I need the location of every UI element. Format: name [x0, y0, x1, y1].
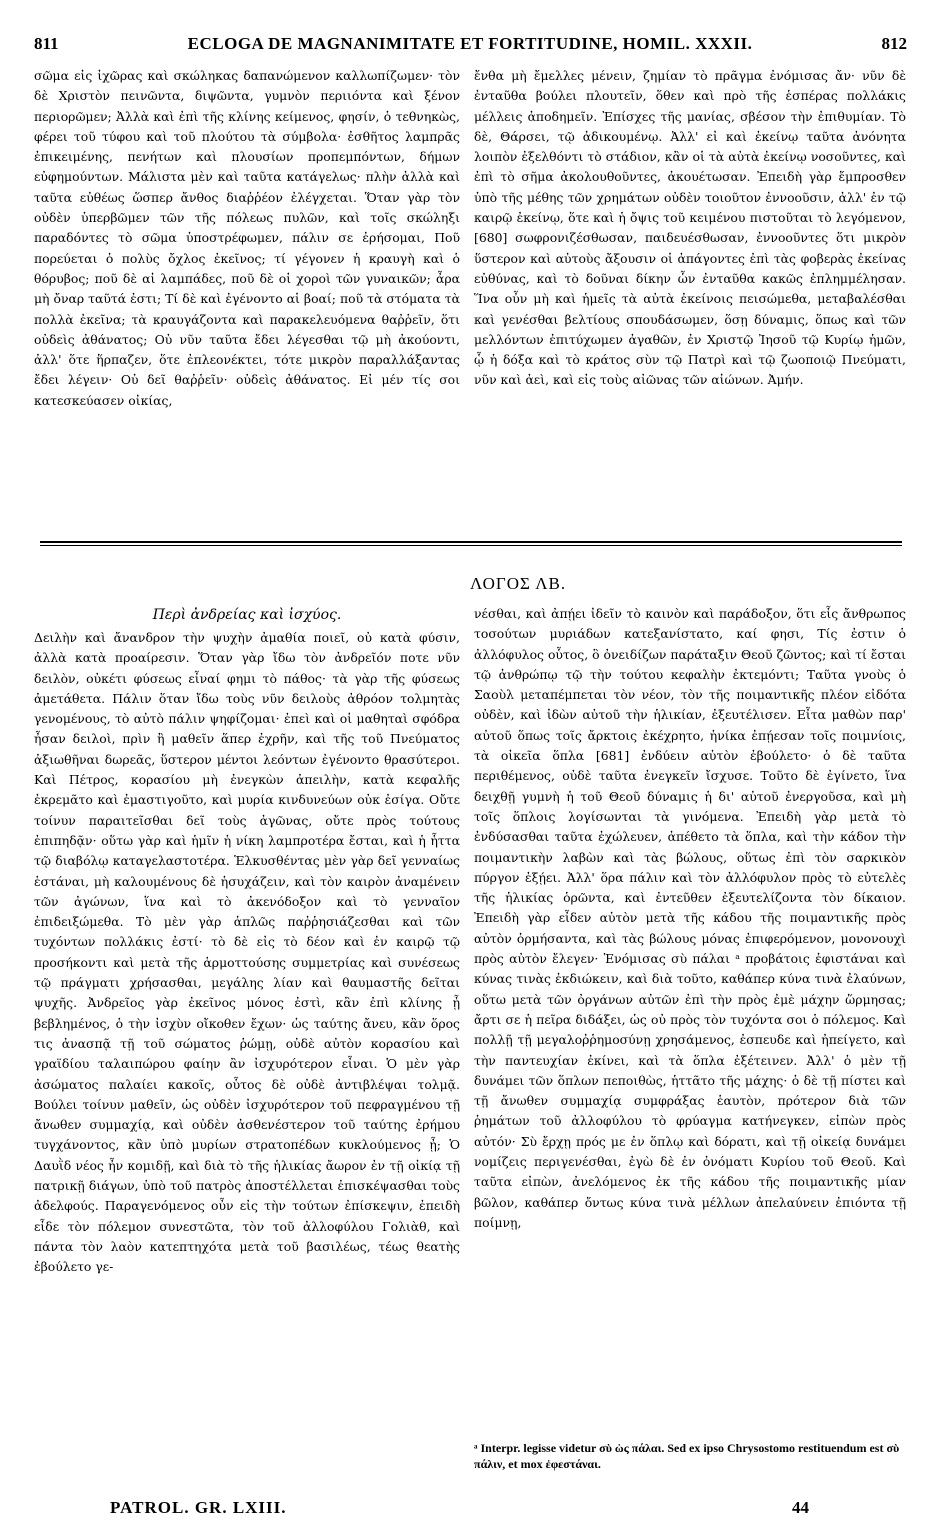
page-header	[34, 34, 907, 58]
bottom-right-text: νέσθαι, καὶ ἀπῄει ἰδεῖν τὸ καινὸν καὶ παράδοξον, ὅτι εἷς ἄνθρωπος τοσούτων μυριάδων κατεξανίστατο, καί φησι, Τίς ἐστιν ὁ ἀλλόφυλος οὗτος, ὃ ὀνειδίζων παράταξιν Θεοῦ ζῶντος; καὶ τί ἔσται τῷ ἀνθρώπῳ τῷ τὴν τούτου κεφαλὴν ἐκτεμόντι; Ταῦτα γνοὺς ὁ Σαοὺλ μεταπέμπεται τὸν νέον, τὸν τῆς ποιμαντικῆς πλέον εἰδότα οὐδὲν, καὶ ἰδὼν αὐτοῦ τὴν ἡλικίαν, ἐξευτέλισεν. Εἶτα μαθὼν παρ' αὐτοῦ ὅπως τοῖς ἄρκτοις ἐκέχρητο, ἡνίκα ἐπῄεσαν τοῖς ποιμνίοις, τὰ οἰκεῖα ὅπλα [681] ἐνδύειν αὐτὸν ἐβούλετο· ὁ δὲ ταῦτα περιθέμενος, οὐδὲ ταῦτα ἐνεγκεῖν ἴσχυσε. Τοῦτο δὲ ἐγίνετο, ἵνα δειχθῇ γυμνὴ ἡ τοῦ Θεοῦ δύναμις ἡ δι' αὐτοῦ ἐνεργοῦσα, καὶ μὴ τοῖς ὅπλοις λογίσωνται τὰ γινόμενα. Ἐπειδὴ γὰρ μετὰ τὸ ἐνδύσασθαι ταῦτα ἐχώλευεν, ἀπέθετο τὰ ὅπλα, καὶ τὴν κάδον τὴν ποιμαντικὴν λαβὼν καὶ τὰς βώλους, οὕτως ἐπὶ τὸν σαρκικὸν πύργον ἐξῄει. Ἀλλ' ὅρα πάλιν καὶ τὸν ἀλλόφυλον πρὸς τὸ εὐτελὲς τῆς ἡλικίας ὁρῶντα, καὶ ἐντεῦθεν ἐξευτελίζοντα τὸν δίκαιον. Ἐπειδὴ γὰρ εἶδεν αὐτὸν μετὰ τῆς κάδου τῆς ποιμαντικῆς πρὸς αὐτὸν ὁρμήσαντα, καὶ τὰς βώλους μόνας ἐπιφερόμενον, μονονουχὶ πρὸς αὐτὸν ἔλεγεν· Ἐνόμισας σὺ πάλαι ᵃ προβάτοις ἐφιστάναι καὶ κύνας τινὰς ἐκδιώκειν, καὶ διὰ τοῦτο, καθάπερ κύνα τινὰ ἐλαύνων, οὕτω μετὰ τῶν ὀργάνων αὐτῶν ἐπὶ τὴν πρὸς ἐμὲ μάχην ὥρμησας; ἄρτι σε ἡ πεῖρα διδάξει, ὡς οὐ πρὸς τὸν τυχόντα σοι ὁ πόλεμος. Καὶ πολλῇ τῇ μεγαλοῤῥημοσύνῃ χρησάμενος, ἐσπευδε καὶ ἠπείγετο, καὶ τὴν παντευχίαν ἐκίνει, καὶ τὰ ὅπλα ἐξέτεινεν. Ἀλλ' ὁ μὲν τῇ δυνάμει τῶν ὅπλων πεποιθὼς, ἡττᾶτο τῆς μάχης· ὁ δὲ τῇ πίστει καὶ τῇ ἄνωθεν συμμαχίᾳ συμφράξας ἑαυτὸν, πρότερον διὰ τῶν ῥημάτων τοῦ ἀλλοφύλου τὸ φρύαγμα κατήνεγκεν, εἰπὼν πρὸς αὐτόν· Σὺ ἔρχῃ πρός με ἐν ὅπλῳ καὶ δόρατι, καὶ τῇ οἰκείᾳ δυνάμει νομίζεις περιγενέσθαι, ἐγὼ δὲ ἐν ὀνόματι Κυρίου τοῦ Θεοῦ. Καὶ ταῦτα εἰπὼν, ἀνελόμενος ἐκ τῆς κάδου τῆς ποιμαντικῆς μίαν βῶλον, καθάπερ ὄντως κύνα τινὰ μέλλων ἀπελαύνειν ἐπιόντα τῇ ποίμνῃ,	[474, 606, 906, 1230]
bottom-left-text: Δειλὴν καὶ ἄνανδρον τὴν ψυχὴν ἀμαθία ποιεῖ, οὐ κατὰ φύσιν, ἀλλὰ κατὰ προαίρεσιν. Ὅταν γὰρ ἴδω τὸν ἀνδρεῖόν ποτε νῦν δειλὸν, οὐκέτι φύσεως εἶναί φημι τὸ πάθος· τὰ γὰρ τῆς φύσεως ἀμετάθετα. Πάλιν ὅταν ἴδω τοὺς νῦν δειλοὺς ἀθρόον τολμητὰς γενομένους, τὸ αὐτὸ πάλιν ψηφίζομαι· ἐπεὶ καὶ οἱ μαθηταὶ σφόδρα ἦσαν δειλοὶ, πρὶν ἢ μαθεῖν ἅπερ ἐχρῆν, καὶ τῆς τοῦ Πνεύματος ἀξιωθῆναι δωρεᾶς, ὕστερον μέντοι λεόντων ἐγένοντο θρασύτεροι. Καὶ Πέτρος, κορασίου μὴ ἐνεγκὼν ἀπειλὴν, κατὰ κεφαλῆς ἐκρεμᾶτο καὶ ἐμαστιγοῦτο, καὶ μυρία κινδυνεύων οὐκ ἐσίγα. Οὔτε τοίνυν παραιτεῖσθαι δεῖ τοὺς ἀγῶνας, οὔτε πρὸς τούτους ἐπιπηδᾷν· οὕτω γὰρ καὶ ἡμῖν ἡ νίκη λαμπροτέρα ἔσται, καὶ ἡ ἧττα τῷ διαβόλῳ καταγελαστοτέρα. Ἑλκυσθέντας μὲν γὰρ δεῖ γενναίως ἑστάναι, μὴ καλουμένους δὲ ἡσυχάζειν, καὶ τὸν καιρὸν ἀναμένειν τῶν ἀγώνων, ἵνα καὶ τὸ ἀκενόδοξον καὶ τὸ γενναῖον ἐπιδειξώμεθα. Τὸ μὲν γὰρ ἁπλῶς παῤῥησιάζεσθαι καὶ τῶν τυχόντων πολλάκις ἐστί· τὸ δὲ εἰς τὸ δέον καὶ ἐν καιρῷ τῷ προσήκοντι καὶ μετὰ τῆς ἁρμοττούσης συμμετρίας καὶ συνέσεως τῷ πράγματι χρήσασθαι, μεγάλης λίαν καὶ θαυμαστῆς δεῖται ψυχῆς. Ἀνδρεῖος γὰρ ἐκεῖνος μόνος ἐστὶ, κἂν ἐπὶ κλίνης ᾖ βεβλημένος, ὁ τὴν ἰσχὺν οἴκοθεν ἔχων· ὡς ταύτης ἄνευ, κἂν ὅρος τις ἀνασπᾷ τῇ τοῦ σώματος ῥώμῃ, οὐδὲ αὐτὸν κορασίου καὶ γραϊδίου ταλαιπώρου φαίην ἂν ἰσχυρότερον εἶναι. Ὁ μὲν γὰρ ἀσώματος παλαίει κακοῖς, οὗτος δὲ οὐδὲ ἀντιβλέψαι τολμᾷ. Βούλει τοίνυν μαθεῖν, ὡς οὐδὲν ἰσχυρότερον τοῦ πεφραγμένου τῇ ἄνωθεν συμμαχίᾳ, καὶ οὐδὲν ἀσθενέστερον τοῦ ταύτης ἐρήμου τυγχάνοντος, κἂν ὑπὸ μυρίων στρατοπέδων κυκλούμενος ᾖ; Ὁ Δαυῒδ νέος ἦν κομιδῇ, καὶ διὰ τὸ τῆς ἡλικίας ἄωρον ἐν τῇ οἰκίᾳ τῇ πατρικῇ διάγων, ὑπὸ τοῦ πατρὸς ἀποστέλλεται ἐπισκέψασθαι τοὺς ἀδελφούς. Παραγενόμενος οὖν εἰς τὴν τούτων ἐπίσκεψιν, ἐπειδὴ εἶδε τὸν πόλεμον συνεστῶτα, τὸν τοῦ ἀλλοφύλου Γολιὰθ, καὶ πάντα τὸν λαὸν κατεπτηχότα μετὰ τοῦ βασιλέως, τέως θεατὴς ἐβούλετο γε-	[34, 630, 460, 1275]
section-divider	[40, 541, 902, 546]
top-right-column	[474, 66, 906, 391]
section-title: Περὶ ἀνδρείας καὶ ἰσχύος.	[152, 607, 342, 623]
bottom-right-column	[474, 604, 906, 1233]
footnote: ᵃ Interpr. legisse videtur σὺ ὡς πάλαι. Sed ex ipso Chrysostomo restituendum est σὺ πάλιν, et mox ἐφεστάναι.	[474, 1441, 900, 1471]
top-left-column	[34, 66, 460, 411]
running-title: ECLOGA DE MAGNANIMITATE ET FORTITUDINE, HOMIL. XXXII.	[187, 34, 753, 53]
right-page-number: 812	[881, 34, 907, 53]
signature-number: 44	[792, 1498, 809, 1517]
homily-heading: ΛΟΓΟΣ ΛΒ.	[470, 574, 567, 593]
top-left-text: σῶμα εἰς ἰχῶρας καὶ σκώληκας δαπανώμενον καλλωπίζωμεν· τὸν δὲ Χριστὸν πεινῶντα, διψῶντα, γυμνὸν περιιόντα καὶ ξένον περιορῶμεν; Ἀλλὰ καὶ ἐπὶ τῆς κλίνης κείμενος, φησίν, ὁ τεθνηκὼς, φέρει τοῦ τύφου καὶ τοῦ πλούτου τὰ σύμβολα· ἐσθῆτος λαμπρᾶς ἐπικειμένης, πενήτων καὶ πλουσίων προπεμπόντων, δήμων εὐφημούντων. Μάλιστα μὲν καὶ ταῦτα κατάγελως· πλὴν ἀλλὰ καὶ ταῦτα εὐθέως ὥσπερ ἄνθος διαῤῥέον ἐλέγχεται. Ὅταν γὰρ τὸν οὐδὲν ὑπερβῶμεν τῶν τῆς πόλεως πυλῶν, καὶ τοῖς σκώληξι παραδόντες τὸ σῶμα ὑποστρέφωμεν, πάλιν σε ἐρήσομαι, Ποῦ πορεύεται ὁ πολὺς ὄχλος ἐκεῖνος; τί γέγονεν ἡ κραυγὴ καὶ ὁ θόρυβος; ποῦ δὲ αἱ λαμπάδες, ποῦ δὲ οἱ χοροὶ τῶν γυναικῶν; ἆρα μὴ ὄναρ ταῦτά ἐστι; Τί δὲ καὶ ἐγένοντο αἱ βοαί; ποῦ τὰ στόματα τὰ πολλὰ ἐκεῖνα; τὰ κραυγάζοντα καὶ παρακελευόμενα θαῤῥεῖν, ὅτι οὐδεὶς ἀθάνατος; Οὐ νῦν ταῦτα ἔδει λέγεσθαι τῷ μὴ ἀκούοντι, ἀλλ' ὅτε ἥρπαζεν, ὅτε ἐπλεονέκτει, τότε μικρὸν παραλλάξαντας ἔδει λέγειν· Οὐ δεῖ θαῤῥεῖν· οὐδεὶς ἀθάνατος. Εἰ μέν τίς σοι κατεσκεύασεν οἰκίας,	[34, 68, 460, 408]
series-signature: PATROL. GR. LXIII.	[110, 1498, 287, 1517]
top-right-text: ἔνθα μὴ ἔμελλες μένειν, ζημίαν τὸ πρᾶγμα ἐνόμισας ἄν· νῦν δὲ ἐνταῦθα βούλει πλουτεῖν, ὅθεν καὶ πρὸ τῆς ἑσπέρας πολλάκις μέλλεις ἀποδημεῖν. Ἐπίσχες τῆς μανίας, σβέσον τὴν ἐπιθυμίαν. Τὸ δὲ, Θάρσει, τῷ ἀδικουμένῳ. Ἀλλ' εἰ καὶ ἐκείνῳ ταῦτα ἀνόνητα λοιπὸν ἐξελθόντι τὸ στάδιον, κἂν οἱ τὰ αὐτὰ ἐκείνῳ νοσοῦντες, καὶ ἐπὶ τὸ σῆμα ἀκολουθοῦντες, ἀκουέτωσαν. Ἐπειδὴ γὰρ ἔμπροσθεν ὑπὸ τῆς μέθης τῶν χρημάτων οὐδὲν τοιοῦτον ἐννοοῦσιν, ἀλλ' ἐν τῷ καιρῷ ἐκείνῳ, ὅτε καὶ ἡ ὄψις τοῦ κειμένου πιστοῦται τὸ λεγόμενον, [680] σωφρονιζέσθωσαν, παιδευέσθωσαν, ἐννοοῦντες ὅτι μικρὸν ὕστερον καὶ αὐτοὺς ἄξουσιν οἱ ἀπάγοντες ἐπὶ τὰς φοβερὰς ἐκείνας εὐθύνας, καὶ τὸ δοῦναι δίκην ὧν ἐνταῦθα κακῶς ἐπλημμέλησαν. Ἵνα οὖν μὴ καὶ ἡμεῖς τὰ αὐτὰ ἐκείνοις πεισώμεθα, μεταβαλέσθαι καὶ γενέσθαι βελτίους σπουδάσωμεν, ὅσῃ δύναμις, ὅπως καὶ τῶν μελλόντων ἐπιτύχωμεν ἀγαθῶν, ἐν Χριστῷ Ἰησοῦ τῷ Κυρίῳ ἡμῶν, ᾧ ἡ δόξα καὶ τὸ κράτος σὺν τῷ Πατρὶ καὶ τῷ ζωοποιῷ Πνεύματι, νῦν καὶ ἀεὶ, καὶ εἰς τοὺς αἰῶνας τῶν αἰώνων. Ἀμήν.	[474, 68, 906, 388]
left-page-number: 811	[34, 34, 59, 53]
bottom-left-column	[34, 604, 460, 1278]
